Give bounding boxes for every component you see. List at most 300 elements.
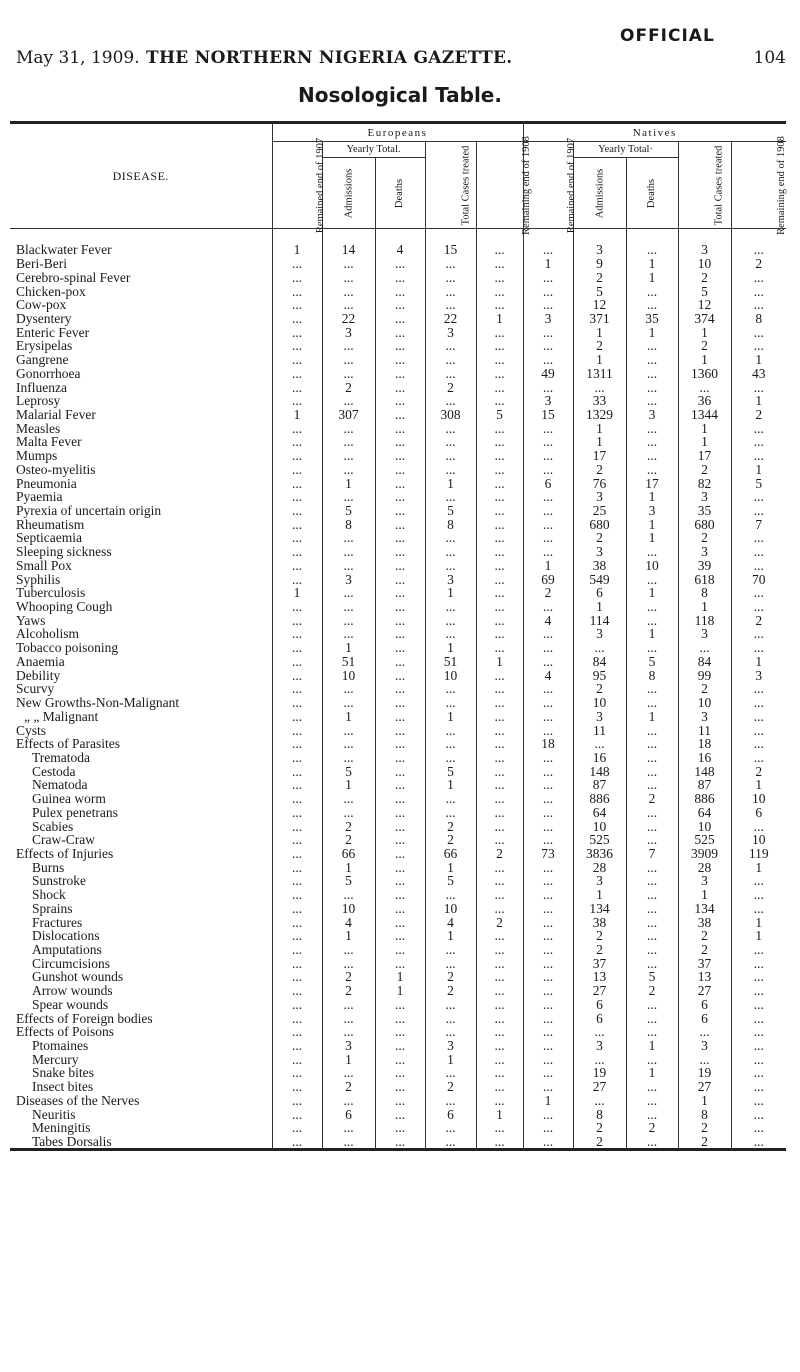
value-cell: 2 xyxy=(425,970,476,984)
table-row xyxy=(10,888,786,902)
value-cell: ... xyxy=(523,270,573,284)
value-cell: ... xyxy=(476,751,523,765)
value-cell: ... xyxy=(322,449,375,463)
value-cell: ... xyxy=(476,298,523,312)
value-cell: ... xyxy=(375,682,425,696)
value-cell: ... xyxy=(375,751,425,765)
value-cell: 19 xyxy=(573,1066,626,1080)
value-cell: 12 xyxy=(678,298,731,312)
value-cell: 886 xyxy=(573,792,626,806)
spacer-cell xyxy=(322,229,375,244)
value-cell: ... xyxy=(375,586,425,600)
table-row xyxy=(10,586,786,600)
disease-name: Cerebro-spinal Fever xyxy=(16,269,131,285)
table-row xyxy=(10,860,786,874)
table-row xyxy=(10,449,786,463)
value-cell: 38 xyxy=(573,915,626,929)
value-cell: ... xyxy=(476,696,523,710)
value-cell: ... xyxy=(523,1135,573,1150)
value-cell: ... xyxy=(523,682,573,696)
eu-treated-header xyxy=(425,142,476,229)
value-cell: ... xyxy=(523,531,573,545)
value-cell: ... xyxy=(375,366,425,380)
table-row xyxy=(10,792,786,806)
value-cell: ... xyxy=(476,792,523,806)
value-cell: ... xyxy=(731,600,786,614)
value-cell: 307 xyxy=(322,408,375,422)
disease-name: Whooping Cough xyxy=(16,599,113,615)
value-cell: ... xyxy=(476,559,523,573)
value-cell: ... xyxy=(626,1025,678,1039)
value-cell: ... xyxy=(626,860,678,874)
value-cell: ... xyxy=(322,888,375,902)
disease-name: New Growths-Non-Malignant xyxy=(16,695,180,711)
value-cell: ... xyxy=(425,998,476,1012)
value-cell: 1 xyxy=(375,984,425,998)
value-cell: ... xyxy=(731,586,786,600)
value-cell: ... xyxy=(272,970,322,984)
value-cell: 10 xyxy=(322,902,375,916)
table-row xyxy=(10,1080,786,1094)
disease-name: Rheumatism xyxy=(16,516,85,532)
value-cell: 2 xyxy=(626,792,678,806)
value-cell: ... xyxy=(573,641,626,655)
value-cell: 2 xyxy=(678,929,731,943)
value-cell: 1 xyxy=(476,1107,523,1121)
value-cell: ... xyxy=(523,805,573,819)
value-cell: ... xyxy=(731,421,786,435)
value-cell: 3 xyxy=(678,243,731,257)
value-cell: 2 xyxy=(678,531,731,545)
table-row xyxy=(10,805,786,819)
value-cell: 33 xyxy=(573,394,626,408)
value-cell: 3 xyxy=(322,325,375,339)
disease-name: Arrow wounds xyxy=(32,983,113,999)
value-cell: ... xyxy=(375,490,425,504)
disease-name: Sunstroke xyxy=(32,873,86,889)
value-cell: 2 xyxy=(425,1080,476,1094)
value-cell: ... xyxy=(731,1039,786,1053)
value-cell: ... xyxy=(272,613,322,627)
table-row xyxy=(10,929,786,943)
disease-name: Trematoda xyxy=(32,749,90,765)
value-cell: ... xyxy=(626,929,678,943)
value-cell: ... xyxy=(476,531,523,545)
value-cell: ... xyxy=(322,394,375,408)
table-row xyxy=(10,847,786,861)
value-cell: ... xyxy=(523,1121,573,1135)
value-cell: ... xyxy=(375,476,425,490)
value-cell: ... xyxy=(272,284,322,298)
disease-name: Ptomaines xyxy=(32,1038,89,1054)
table-row xyxy=(10,298,786,312)
value-cell: ... xyxy=(476,1011,523,1025)
value-cell: 27 xyxy=(678,984,731,998)
value-cell: 1 xyxy=(626,1039,678,1053)
value-cell: 5 xyxy=(322,874,375,888)
value-cell: 1311 xyxy=(573,366,626,380)
value-cell: ... xyxy=(322,257,375,271)
value-cell: ... xyxy=(425,751,476,765)
page-header xyxy=(0,20,800,70)
value-cell: 38 xyxy=(678,915,731,929)
value-cell: 37 xyxy=(573,956,626,970)
value-cell: 15 xyxy=(425,243,476,257)
value-cell: 1 xyxy=(626,270,678,284)
value-cell: ... xyxy=(678,1052,731,1066)
value-cell: ... xyxy=(731,641,786,655)
value-cell: ... xyxy=(731,284,786,298)
table-row xyxy=(10,833,786,847)
value-cell: 1 xyxy=(626,709,678,723)
disease-name: Nematoda xyxy=(32,777,88,793)
value-cell: ... xyxy=(375,531,425,545)
value-cell: ... xyxy=(476,737,523,751)
value-cell: 3 xyxy=(573,545,626,559)
value-cell: ... xyxy=(272,435,322,449)
value-cell: ... xyxy=(375,353,425,367)
value-cell: 3 xyxy=(573,490,626,504)
value-cell: ... xyxy=(626,696,678,710)
table-title: Nosological Table. xyxy=(298,83,502,107)
disease-name: Tuberculosis xyxy=(16,585,86,601)
value-cell: ... xyxy=(272,257,322,271)
table-row xyxy=(10,600,786,614)
value-cell: ... xyxy=(425,490,476,504)
na-deaths-header xyxy=(626,158,678,229)
value-cell: 1 xyxy=(573,435,626,449)
value-cell: ... xyxy=(375,778,425,792)
value-cell: ... xyxy=(731,696,786,710)
gazette-title: THE NORTHERN NIGERIA GAZETTE. xyxy=(146,48,513,68)
value-cell: ... xyxy=(626,1011,678,1025)
value-cell: ... xyxy=(272,270,322,284)
value-cell: ... xyxy=(731,819,786,833)
value-cell: ... xyxy=(322,805,375,819)
value-cell: ... xyxy=(425,888,476,902)
value-cell: ... xyxy=(731,1094,786,1108)
value-cell: ... xyxy=(272,641,322,655)
value-cell: ... xyxy=(476,627,523,641)
table-row xyxy=(10,312,786,326)
table-row xyxy=(10,380,786,394)
value-cell: 49 xyxy=(523,366,573,380)
value-cell: ... xyxy=(626,1107,678,1121)
value-cell: 2 xyxy=(731,408,786,422)
value-cell: 84 xyxy=(573,655,626,669)
value-cell: ... xyxy=(626,298,678,312)
value-cell: 19 xyxy=(678,1066,731,1080)
value-cell: 8 xyxy=(425,517,476,531)
value-cell: ... xyxy=(375,1135,425,1150)
value-cell: ... xyxy=(626,339,678,353)
table-row xyxy=(10,970,786,984)
value-cell: 8 xyxy=(573,1107,626,1121)
value-cell: ... xyxy=(626,613,678,627)
value-cell: ... xyxy=(523,435,573,449)
value-cell: ... xyxy=(476,682,523,696)
value-cell: 3 xyxy=(573,243,626,257)
value-cell: ... xyxy=(272,1066,322,1080)
value-cell: 3 xyxy=(573,874,626,888)
value-cell: ... xyxy=(731,270,786,284)
official-stamp: OFFICIAL xyxy=(620,26,715,46)
value-cell: 374 xyxy=(678,312,731,326)
value-cell: ... xyxy=(272,819,322,833)
value-cell: ... xyxy=(322,1135,375,1150)
table-row xyxy=(10,353,786,367)
value-cell: 87 xyxy=(573,778,626,792)
value-cell: 27 xyxy=(573,984,626,998)
value-cell: 1 xyxy=(626,325,678,339)
value-cell: 8 xyxy=(731,312,786,326)
value-cell: 28 xyxy=(678,860,731,874)
value-cell: 3909 xyxy=(678,847,731,861)
value-cell: ... xyxy=(523,421,573,435)
value-cell: 69 xyxy=(523,572,573,586)
value-cell: ... xyxy=(272,517,322,531)
value-cell: ... xyxy=(425,270,476,284)
value-cell: 64 xyxy=(573,805,626,819)
value-cell: ... xyxy=(375,833,425,847)
value-cell: ... xyxy=(523,929,573,943)
value-cell: ... xyxy=(523,1039,573,1053)
value-cell: 1 xyxy=(322,860,375,874)
value-cell: ... xyxy=(626,1094,678,1108)
value-cell: ... xyxy=(626,833,678,847)
value-cell: ... xyxy=(476,586,523,600)
spacer-cell xyxy=(678,229,731,244)
value-cell: ... xyxy=(272,312,322,326)
value-cell: 6 xyxy=(678,998,731,1012)
disease-name: Fractures xyxy=(32,914,83,930)
eu-remaining-header xyxy=(476,136,532,235)
spacer-row xyxy=(10,229,786,244)
value-cell: ... xyxy=(476,339,523,353)
value-cell: ... xyxy=(476,778,523,792)
disease-name: Shock xyxy=(32,887,66,903)
value-cell: ... xyxy=(476,490,523,504)
value-cell: ... xyxy=(272,1135,322,1150)
value-cell: ... xyxy=(523,1011,573,1025)
value-cell: ... xyxy=(272,1094,322,1108)
value-cell: ... xyxy=(425,284,476,298)
value-cell: ... xyxy=(523,641,573,655)
value-cell: ... xyxy=(731,545,786,559)
value-cell: 5 xyxy=(322,504,375,518)
value-cell: 8 xyxy=(678,586,731,600)
disease-name: Small Pox xyxy=(16,557,72,573)
value-cell: ... xyxy=(476,1052,523,1066)
value-cell: ... xyxy=(523,243,573,257)
value-cell: 87 xyxy=(678,778,731,792)
value-cell: ... xyxy=(731,956,786,970)
value-cell: 1 xyxy=(626,586,678,600)
value-cell: ... xyxy=(272,531,322,545)
value-cell: ... xyxy=(322,586,375,600)
value-cell: ... xyxy=(523,463,573,477)
spacer-cell xyxy=(573,229,626,244)
value-cell: 3 xyxy=(523,312,573,326)
value-cell: 11 xyxy=(678,723,731,737)
value-cell: 27 xyxy=(573,1080,626,1094)
table-row xyxy=(10,874,786,888)
value-cell: ... xyxy=(731,243,786,257)
value-cell: ... xyxy=(272,696,322,710)
value-cell: 3 xyxy=(678,627,731,641)
value-cell: 3 xyxy=(678,490,731,504)
value-cell: ... xyxy=(425,463,476,477)
na-admissions-label: Admissions xyxy=(594,168,605,219)
value-cell: ... xyxy=(375,998,425,1012)
value-cell: 680 xyxy=(573,517,626,531)
eu-yearly-header: Yearly Total. xyxy=(322,142,425,158)
value-cell: ... xyxy=(523,970,573,984)
value-cell: ... xyxy=(322,490,375,504)
value-cell: 1 xyxy=(626,257,678,271)
value-cell: ... xyxy=(425,339,476,353)
value-cell: 1 xyxy=(573,353,626,367)
value-cell: ... xyxy=(272,860,322,874)
value-cell: 84 xyxy=(678,655,731,669)
disease-name: Beri-Beri xyxy=(16,256,67,272)
value-cell: ... xyxy=(375,1080,425,1094)
value-cell: 2 xyxy=(322,984,375,998)
value-cell: ... xyxy=(476,888,523,902)
value-cell: ... xyxy=(476,1025,523,1039)
value-cell: ... xyxy=(573,380,626,394)
value-cell: ... xyxy=(476,243,523,257)
value-cell: ... xyxy=(626,751,678,765)
disease-name: Gunshot wounds xyxy=(32,969,124,985)
na-yearly-header: Yearly Total· xyxy=(573,142,678,158)
value-cell: ... xyxy=(731,888,786,902)
value-cell: ... xyxy=(272,366,322,380)
value-cell: ... xyxy=(476,874,523,888)
value-cell: ... xyxy=(626,956,678,970)
value-cell: 1 xyxy=(425,929,476,943)
disease-name: Yaws xyxy=(16,612,46,628)
value-cell: ... xyxy=(272,627,322,641)
value-cell: ... xyxy=(425,792,476,806)
table-row xyxy=(10,1107,786,1121)
na-remained-label: Remained end of 1907 xyxy=(565,137,577,234)
value-cell: ... xyxy=(573,1094,626,1108)
value-cell: 73 xyxy=(523,847,573,861)
value-cell: 1 xyxy=(731,463,786,477)
value-cell: ... xyxy=(476,984,523,998)
value-cell: 2 xyxy=(476,847,523,861)
value-cell: ... xyxy=(731,1025,786,1039)
value-cell: ... xyxy=(476,1094,523,1108)
value-cell: 1 xyxy=(322,929,375,943)
value-cell: ... xyxy=(731,1052,786,1066)
value-cell: 36 xyxy=(678,394,731,408)
value-cell: ... xyxy=(425,545,476,559)
value-cell: 2 xyxy=(322,970,375,984)
value-cell: ... xyxy=(272,476,322,490)
value-cell: ... xyxy=(523,380,573,394)
value-cell: 14 xyxy=(322,243,375,257)
value-cell: ... xyxy=(476,998,523,1012)
value-cell: 1 xyxy=(731,655,786,669)
value-cell: ... xyxy=(476,284,523,298)
value-cell: 4 xyxy=(425,915,476,929)
disease-name: Mercury xyxy=(32,1051,79,1067)
disease-name: Debility xyxy=(16,667,61,683)
disease-name: Erysipelas xyxy=(16,338,73,354)
value-cell: ... xyxy=(476,353,523,367)
value-cell: ... xyxy=(523,998,573,1012)
value-cell: ... xyxy=(626,380,678,394)
value-cell: 119 xyxy=(731,847,786,861)
value-cell: 1 xyxy=(425,641,476,655)
value-cell: 1 xyxy=(573,421,626,435)
disease-name: Leprosy xyxy=(16,393,61,409)
value-cell: 76 xyxy=(573,476,626,490)
value-cell: 4 xyxy=(375,243,425,257)
value-cell: ... xyxy=(322,998,375,1012)
value-cell: ... xyxy=(731,682,786,696)
value-cell: ... xyxy=(476,394,523,408)
value-cell: 3 xyxy=(573,627,626,641)
value-cell: 1 xyxy=(425,586,476,600)
value-cell: ... xyxy=(375,1107,425,1121)
value-cell: ... xyxy=(476,517,523,531)
value-cell: ... xyxy=(375,559,425,573)
value-cell: ... xyxy=(476,1080,523,1094)
value-cell: 4 xyxy=(523,668,573,682)
value-cell: ... xyxy=(375,298,425,312)
value-cell: ... xyxy=(272,915,322,929)
value-cell: ... xyxy=(322,559,375,573)
value-cell: 1 xyxy=(731,860,786,874)
disease-name: Anaemia xyxy=(16,653,65,669)
value-cell: ... xyxy=(523,339,573,353)
value-cell: ... xyxy=(322,463,375,477)
value-cell: 886 xyxy=(678,792,731,806)
value-cell: ... xyxy=(476,449,523,463)
value-cell: ... xyxy=(731,298,786,312)
value-cell: ... xyxy=(626,805,678,819)
disease-name: Tobacco poisoning xyxy=(16,640,119,656)
value-cell: 525 xyxy=(678,833,731,847)
disease-name: Guinea worm xyxy=(32,791,106,807)
value-cell: 70 xyxy=(731,572,786,586)
natives-header: Natives xyxy=(523,123,786,142)
value-cell: ... xyxy=(523,819,573,833)
disease-name: Septicaemia xyxy=(16,530,82,546)
value-cell: 3 xyxy=(425,1039,476,1053)
value-cell: 6 xyxy=(322,1107,375,1121)
value-cell: ... xyxy=(272,490,322,504)
value-cell: ... xyxy=(476,929,523,943)
value-cell: ... xyxy=(272,668,322,682)
value-cell: 1 xyxy=(626,627,678,641)
value-cell: ... xyxy=(272,737,322,751)
value-cell: 2 xyxy=(678,1135,731,1150)
value-cell: ... xyxy=(375,257,425,271)
table-row xyxy=(10,984,786,998)
na-admissions-header xyxy=(573,158,626,229)
value-cell: 134 xyxy=(573,902,626,916)
value-cell: ... xyxy=(523,888,573,902)
value-cell: 1 xyxy=(626,531,678,545)
value-cell: 9 xyxy=(573,257,626,271)
value-cell: 35 xyxy=(626,312,678,326)
disease-name: Pulex penetrans xyxy=(32,804,118,820)
value-cell: ... xyxy=(731,325,786,339)
